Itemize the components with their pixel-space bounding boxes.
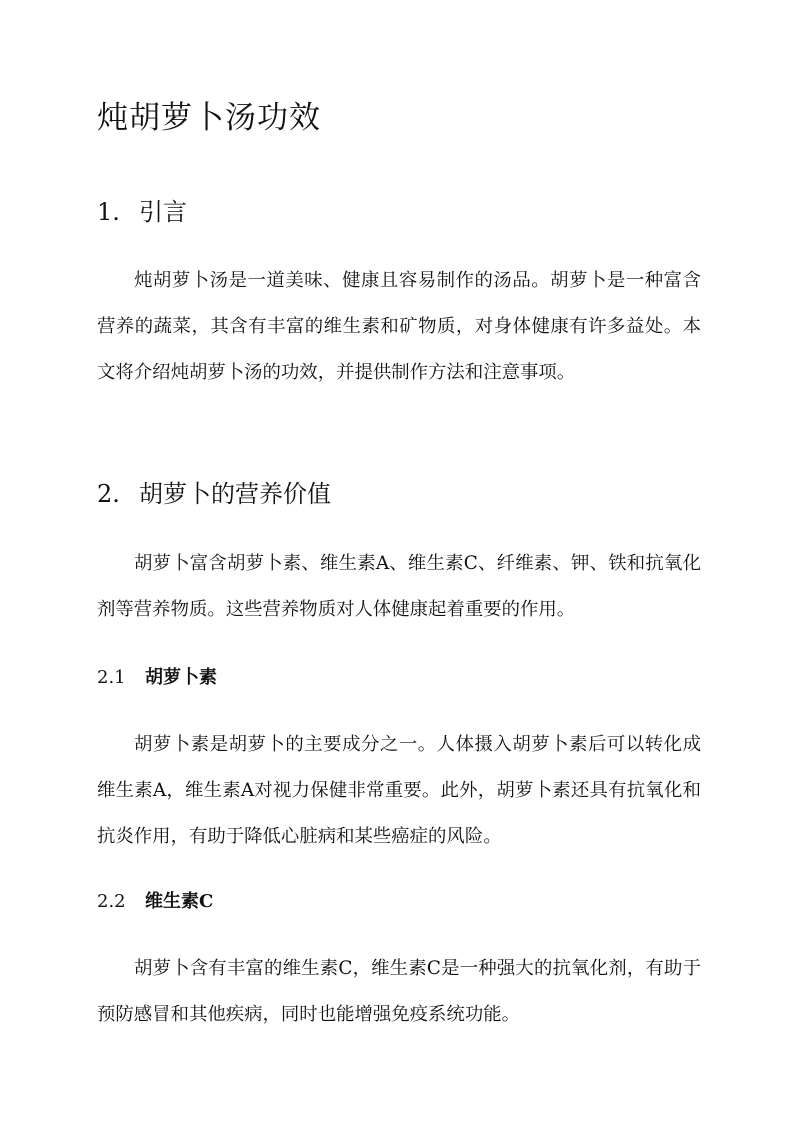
subsection-title: 胡萝卜素 xyxy=(145,667,217,688)
page-title: 炖胡萝卜汤功效 xyxy=(97,100,321,136)
section-title: 引言 xyxy=(139,198,187,226)
section-number: 2. xyxy=(97,480,120,508)
subsection-paragraph: 胡萝卜含有丰富的维生素C，维生素C是一种强大的抗氧化剂，有助于预防感冒和其他疾病，同时也能增强免疫系统功能。 xyxy=(97,958,701,1025)
section-number: 1. xyxy=(97,198,120,226)
subsection-paragraph: 胡萝卜素是胡萝卜的主要成分之一。人体摄入胡萝卜素后可以转化成维生素A，维生素A对视力保健非常重要。此外，胡萝卜素还具有抗氧化和抗炎作用，有助于降低心脏病和某些癌症的风险。 xyxy=(97,734,701,847)
section-title: 胡萝卜的营养价值 xyxy=(139,480,331,508)
section-heading-nutrition xyxy=(97,474,331,514)
subsection-number: 2.1 xyxy=(97,667,126,688)
section-heading-introduction xyxy=(97,192,187,232)
subsection-number: 2.2 xyxy=(97,891,126,912)
subsection-heading-vitamin-c xyxy=(97,886,213,918)
subsection-heading-carotene xyxy=(97,662,217,694)
section-paragraph: 胡萝卜富含胡萝卜素、维生素A、维生素C、纤维素、钾、铁和抗氧化剂等营养物质。这些营养物质对人体健康起着重要的作用。 xyxy=(97,553,701,620)
section-paragraph: 炖胡萝卜汤是一道美味、健康且容易制作的汤品。胡萝卜是一种富含营养的蔬菜，其含有丰富的维生素和矿物质，对身体健康有许多益处。本文将介绍炖胡萝卜汤的功效，并提供制作方法和注意事项。 xyxy=(97,270,701,383)
subsection-title: 维生素C xyxy=(145,891,214,912)
